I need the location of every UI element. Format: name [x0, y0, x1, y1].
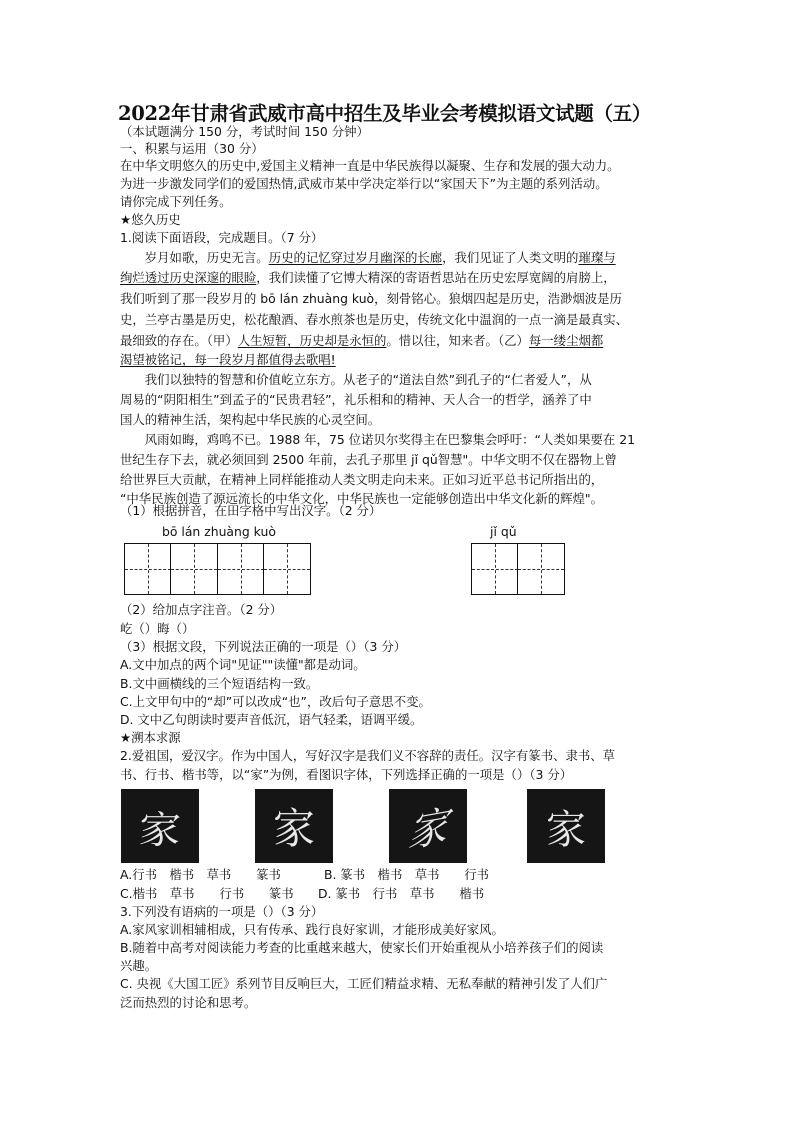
underlined-phrase: 历史的记忆穿过岁月幽深的长廊: [268, 250, 443, 265]
subquestion-3: （3）根据文段，下列说法正确的一项是（）（3 分）: [120, 639, 407, 654]
subquestion-2-items: 屹（）晦（）: [120, 621, 195, 636]
q3-option-b-cont: 兴趣。: [120, 958, 158, 973]
subtitle: （本试题满分 150 分，考试时间 150 分钟）: [120, 124, 369, 139]
subquestion-1: （1）根据拼音，在田字格中写出汉字。（2 分）: [120, 503, 382, 518]
calligraphy-image-4: 家: [527, 789, 605, 863]
passage-line: [120, 352, 336, 368]
calligraphy-image-3: 家: [389, 789, 467, 863]
q2-option-d: D. 篆书 行书 草书 楷书: [318, 886, 485, 901]
writing-grid-b[interactable]: [471, 543, 564, 595]
passage-line: [120, 250, 616, 266]
passage-line: 风雨如晦，鸡鸣不已。1988 年，75 位诺贝尔奖得主在巴黎集会呼吁：“人类如果要在 21: [120, 432, 635, 447]
grid-cell[interactable]: [471, 543, 519, 595]
intro-line: 为进一步激发同学们的爱国热情,武威市某中学决定举行以“家国天下”为主题的系列活动。: [120, 176, 608, 191]
passage-text: ，我们见证了人类文明的: [442, 250, 579, 265]
underlined-phrase: 深邃的眼睑: [194, 270, 257, 285]
q3-option-c: C. 央视《大国工匠》系列节目反响巨大，工匠们精益求精、无私奉献的精神引发了人们广: [120, 976, 608, 991]
intro-line: 在中华文明悠久的历史中,爱国主义精神一直是中华民族得以凝聚、生存和发展的强大动力。: [120, 158, 620, 173]
q2-option-c: C.楷书 草书 行书 篆书: [120, 886, 294, 901]
passage-text: 最细致的存在。（甲）: [120, 333, 238, 348]
writing-grid-a[interactable]: [124, 543, 310, 595]
passage-line: 周易的“阴阳相生”到孟子的“民贵君轻”，礼乐相和的精神、天人合一的哲学，涵养了中: [120, 392, 592, 407]
passage-text: ，我们读懂了它博大精深的寄语哲思站在历史宏厚宽阔的肩膀上，: [256, 270, 616, 285]
grid-cell[interactable]: [170, 543, 218, 595]
pinyin-a: bō lán zhuàng kuò: [162, 524, 276, 539]
option-d: D. 文中乙句朗读时要声音低沉，语气轻柔，语调平缓。: [120, 712, 423, 727]
calligraphy-image-1: 家: [121, 789, 199, 863]
q3-option-a: A.家风家训相辅相成，只有传承、践行良好家训，才能形成美好家风。: [120, 922, 504, 937]
underlined-phrase: 绚烂透过历史: [120, 270, 195, 285]
passage-line: 给世界巨大贡献，在精神上同样能推动人类文明走向未来。正如习近平总书记所指出的，: [120, 472, 604, 487]
sentence-jia: 人生短暂，历史却是永恒的: [237, 333, 387, 348]
sentence-yi: 每一缕尘烟都: [528, 333, 604, 348]
q2-option-a: A.行书 楷书 草书 篆书: [120, 867, 281, 882]
question-2-stem: 书、行书、楷书等，以“家”为例，看图识字体，下列选择正确的一项是（）（3 分）: [120, 767, 573, 782]
option-b: B.文中画横线的三个短语结构一致。: [120, 676, 319, 691]
question-2-stem: 2.爱祖国，爱汉字。作为中国人，写好汉字是我们义不容辞的责任。汉字有篆书、隶书、草: [120, 748, 616, 763]
sentence-yi-cont: 渴望被铭记，每一段岁月都值得去歌唱!: [120, 352, 336, 367]
q2-option-b: B. 篆书 楷书 草书 行书: [324, 867, 490, 882]
passage-line: 我们以独特的智慧和价值屹立东方。从老子的“道法自然”到孔子的“仁者爱人”，从: [120, 372, 592, 387]
section-heading: 一、积累与运用（30 分）: [120, 141, 264, 156]
grid-cell[interactable]: [124, 543, 172, 595]
option-c: C.上文甲句中的“却”可以改成“也”，改后句子意思不变。: [120, 694, 431, 709]
passage-line: [120, 333, 603, 349]
passage-line: 我们听到了那一段岁月的 bō lán zhuàng kuò，刻骨铭心。狼烟四起是历史，浩渺烟波是历: [120, 291, 622, 306]
passage-line: “中华民族创造了源远流长的中华文化，中华民族也一定能够创造出中华文化新的辉煌"。: [120, 491, 603, 506]
passage-line: [120, 270, 616, 286]
star-heading: ★溯本求源: [120, 730, 181, 745]
q3-option-b: B.随着中高考对阅读能力考查的比重越来越大，使家长们开始重视从小培养孩子们的阅读: [120, 940, 604, 955]
grid-cell[interactable]: [263, 543, 311, 595]
question-1-stem: 1.阅读下面语段，完成题目。（7 分）: [120, 230, 324, 245]
intro-line: 请你完成下列任务。: [120, 194, 232, 209]
grid-cell[interactable]: [217, 543, 265, 595]
page-title: 2022年甘肃省武威市高中招生及毕业会考模拟语文试题（五）: [118, 102, 652, 125]
pinyin-b: jǐ qǔ: [490, 524, 517, 539]
grid-cell[interactable]: [517, 543, 565, 595]
passage-line: 世纪生存下去，就必须回到 2500 年前，去孔子那里 jǐ qǔ智慧"。中华文明不仅在器物上曾: [120, 452, 617, 467]
passage-line: 史，兰亭古墨是历史，松花酿酒、春水煎茶也是历史，传统文化中温润的一点一滴是最真实、: [120, 312, 629, 327]
subquestion-2: （2）给加点字注音。（2 分）: [120, 602, 283, 617]
calligraphy-image-2: 家: [255, 789, 333, 863]
passage-text: 。惜以往，知来者。（乙）: [386, 333, 529, 348]
option-a: A.文中加点的两个词"见证""读懂"都是动词。: [120, 657, 366, 672]
passage-text: 岁月如歌，历史无言。: [120, 250, 269, 265]
underlined-phrase: 璀璨与: [578, 250, 616, 265]
q3-option-c-cont: 泛而热烈的讨论和思考。: [120, 995, 257, 1010]
question-3-stem: 3.下列没有语病的一项是（）（3 分）: [120, 904, 324, 919]
passage-line: 国人的精神生活，架构起中华民族的心灵空间。: [120, 412, 381, 427]
star-heading: ★悠久历史: [120, 212, 181, 227]
